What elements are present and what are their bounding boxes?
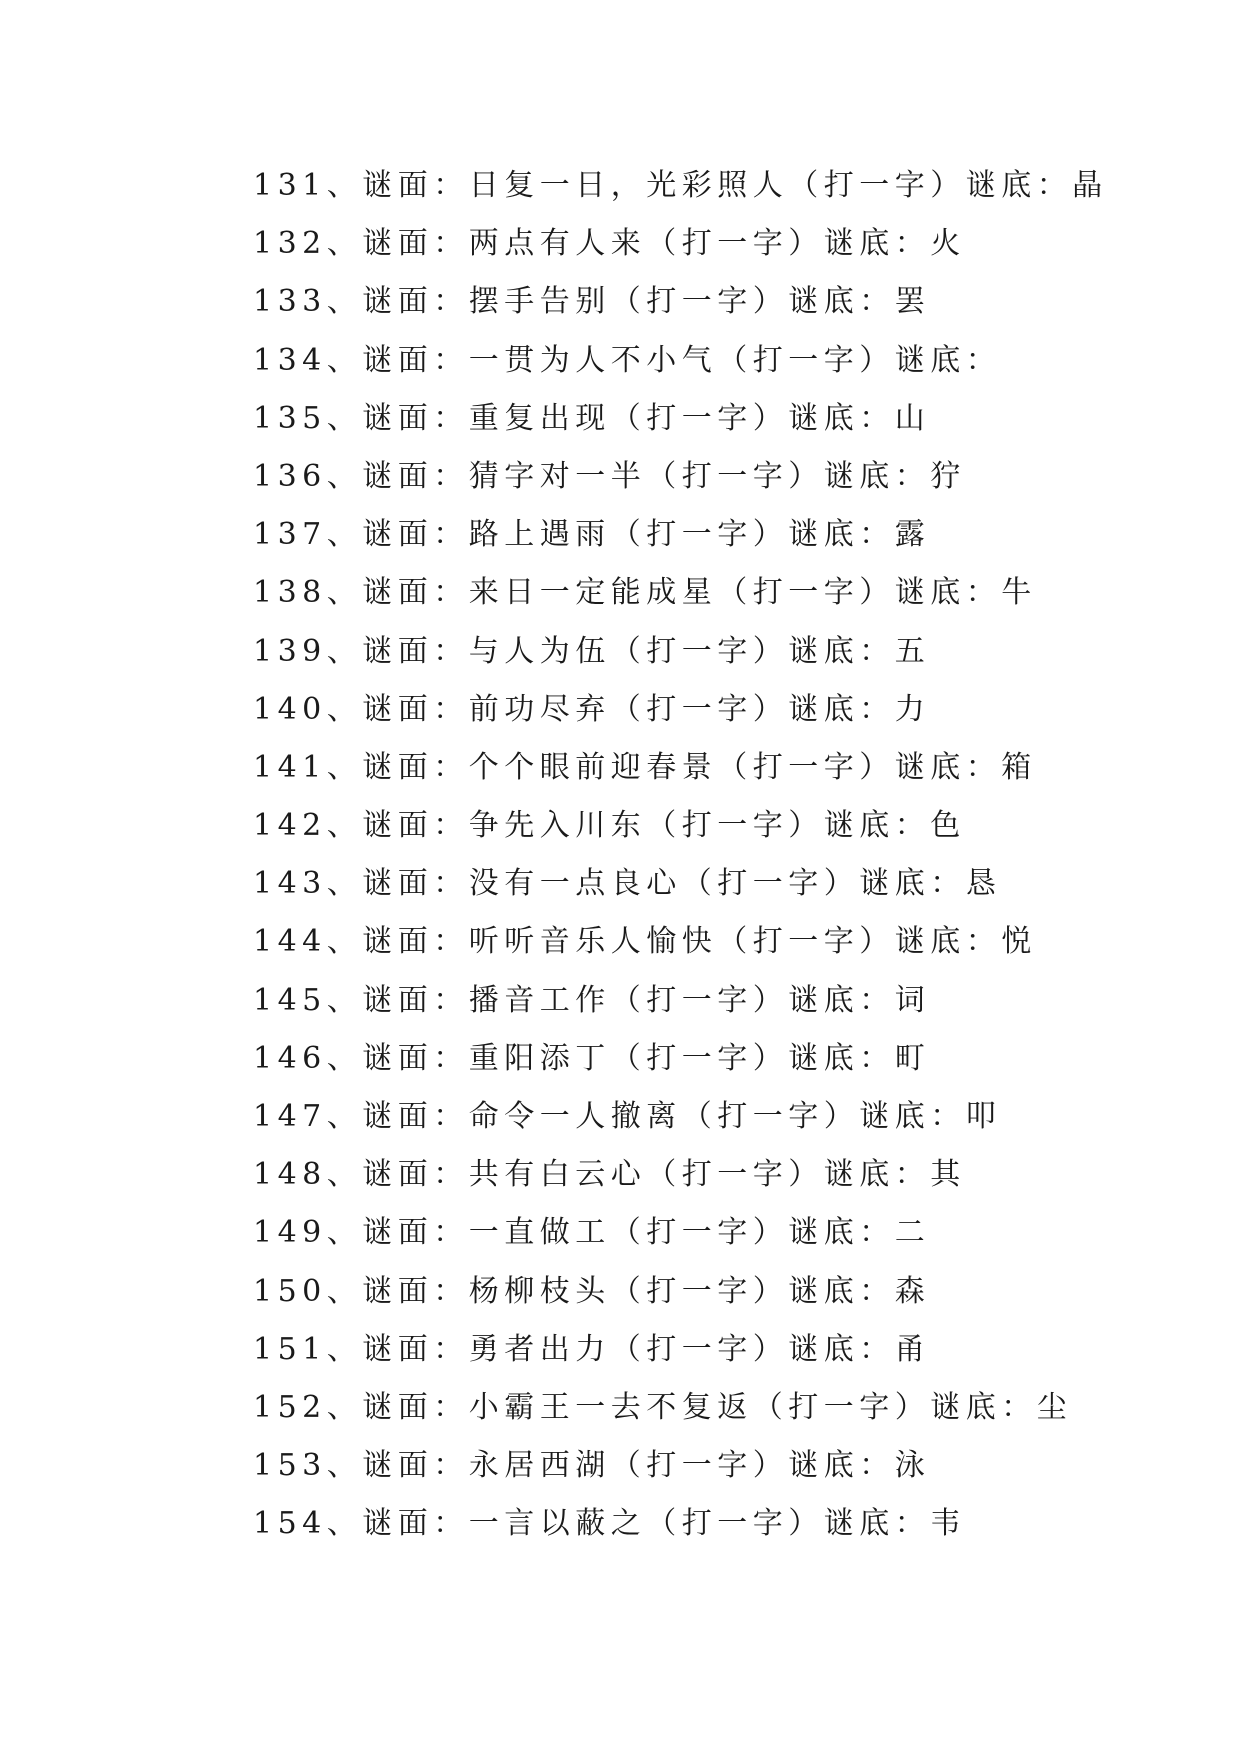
riddle-face-label: 谜面： xyxy=(362,226,469,262)
riddle-question: 摆手告别 xyxy=(468,284,611,320)
riddle-separator: 、 xyxy=(326,575,363,611)
riddle-question: 重阳添丁 xyxy=(468,1040,611,1076)
riddle-question: 日复一日，光彩照人 xyxy=(468,168,789,203)
riddle-answer-label: 谜底： xyxy=(788,982,895,1018)
riddle-face-label: 谜面： xyxy=(362,168,469,203)
riddle-line xyxy=(253,1379,1108,1437)
riddle-answer: 二 xyxy=(894,1215,931,1251)
riddle-hint: （打一字） xyxy=(610,400,789,436)
riddle-answer: 町 xyxy=(894,1040,931,1076)
riddle-separator: 、 xyxy=(326,808,363,844)
riddle-face-label: 谜面： xyxy=(362,1448,469,1484)
riddle-answer: 甬 xyxy=(894,1331,931,1367)
riddle-question: 永居西湖 xyxy=(468,1448,611,1484)
riddle-number: 140 xyxy=(253,691,327,727)
riddle-answer: 五 xyxy=(894,633,931,669)
riddle-face-label: 谜面： xyxy=(362,400,469,436)
riddle-answer-label: 谜底： xyxy=(859,866,966,902)
riddle-hint: （打一字） xyxy=(717,924,895,960)
riddle-hint: （打一字） xyxy=(610,517,789,553)
riddle-line xyxy=(253,681,1108,739)
riddle-face-label: 谜面： xyxy=(362,1506,469,1542)
riddle-answer: 韦 xyxy=(930,1506,966,1542)
riddle-answer-label: 谜底： xyxy=(788,1273,895,1309)
riddle-number: 145 xyxy=(253,982,327,1018)
riddle-answer-label: 谜底： xyxy=(788,517,895,553)
riddle-hint: （打一字） xyxy=(681,1099,860,1134)
riddle-line xyxy=(253,506,1108,564)
riddle-hint: （打一字） xyxy=(610,284,789,320)
riddle-hint: （打一字） xyxy=(610,633,789,669)
riddle-number: 154 xyxy=(253,1506,327,1542)
riddle-answer: 泳 xyxy=(894,1448,931,1484)
riddle-answer: 悦 xyxy=(1001,924,1037,960)
riddle-separator: 、 xyxy=(326,1099,363,1134)
riddle-answer-label: 谜底： xyxy=(823,458,931,494)
riddle-answer-label: 谜底： xyxy=(859,1099,966,1134)
riddle-question: 播音工作 xyxy=(468,982,611,1018)
riddle-separator: 、 xyxy=(326,342,363,378)
riddle-separator: 、 xyxy=(326,284,363,320)
riddle-separator: 、 xyxy=(326,1506,363,1542)
riddle-line xyxy=(253,797,1108,855)
riddle-line xyxy=(253,1495,1108,1553)
riddle-line xyxy=(253,215,1108,273)
riddle-line xyxy=(253,1146,1108,1204)
riddle-face-label: 谜面： xyxy=(362,342,469,378)
riddle-answer-label: 谜底： xyxy=(894,575,1002,611)
riddle-line xyxy=(253,157,1108,215)
riddle-number: 131 xyxy=(253,168,327,203)
riddle-answer-label: 谜底： xyxy=(788,1215,895,1251)
riddle-separator: 、 xyxy=(326,749,363,785)
riddle-answer-label: 谜底： xyxy=(823,808,931,844)
riddle-answer: 尘 xyxy=(1036,1389,1073,1425)
riddle-line xyxy=(253,1030,1108,1088)
riddle-line xyxy=(253,564,1108,622)
riddle-answer-label: 谜底： xyxy=(788,691,895,727)
riddle-answer-label: 谜底： xyxy=(788,1448,895,1484)
riddle-hint: （打一字） xyxy=(610,1448,789,1484)
riddle-question: 来日一定能成星 xyxy=(468,575,718,611)
riddle-answer-label: 谜底： xyxy=(788,400,895,436)
riddle-question: 个个眼前迎春景 xyxy=(468,749,718,785)
riddle-separator: 、 xyxy=(326,691,363,727)
riddle-line xyxy=(253,390,1108,448)
riddle-number: 138 xyxy=(253,575,327,611)
riddle-hint: （打一字） xyxy=(717,749,895,785)
riddle-line xyxy=(253,448,1108,506)
riddle-question: 前功尽弃 xyxy=(468,691,611,727)
riddle-number: 153 xyxy=(253,1448,327,1484)
riddle-face-label: 谜面： xyxy=(362,575,469,611)
riddle-question: 杨柳枝头 xyxy=(468,1273,611,1309)
riddle-list xyxy=(253,157,1108,1554)
riddle-hint: （打一字） xyxy=(610,1215,789,1251)
riddle-number: 139 xyxy=(253,633,327,669)
riddle-separator: 、 xyxy=(326,1331,363,1367)
riddle-face-label: 谜面： xyxy=(362,1099,469,1134)
riddle-face-label: 谜面： xyxy=(362,866,469,902)
riddle-separator: 、 xyxy=(326,226,363,262)
riddle-question: 与人为伍 xyxy=(468,633,611,669)
riddle-face-label: 谜面： xyxy=(362,982,469,1018)
riddle-line xyxy=(253,1321,1108,1379)
riddle-number: 142 xyxy=(253,808,327,844)
riddle-number: 136 xyxy=(253,458,327,494)
riddle-answer: 火 xyxy=(930,226,966,262)
riddle-answer: 力 xyxy=(894,691,931,727)
riddle-face-label: 谜面： xyxy=(362,517,469,553)
riddle-question: 勇者出力 xyxy=(468,1331,611,1367)
riddle-question: 命令一人撤离 xyxy=(468,1099,682,1134)
riddle-question: 小霸王一去不复返 xyxy=(468,1389,753,1425)
riddle-number: 147 xyxy=(253,1099,327,1134)
riddle-question: 两点有人来 xyxy=(468,226,647,262)
riddle-answer: 露 xyxy=(894,517,931,553)
riddle-separator: 、 xyxy=(326,517,363,553)
riddle-answer-label: 谜底： xyxy=(788,1331,895,1367)
riddle-question: 共有白云心 xyxy=(468,1157,647,1193)
riddle-answer: 晶 xyxy=(1072,168,1108,203)
riddle-answer: 恳 xyxy=(965,866,1002,902)
riddle-separator: 、 xyxy=(326,1215,363,1251)
riddle-hint: （打一字） xyxy=(610,1331,789,1367)
riddle-answer-label: 谜底： xyxy=(788,633,895,669)
riddle-number: 134 xyxy=(253,342,327,378)
riddle-question: 一贯为人不小气 xyxy=(468,342,718,378)
riddle-separator: 、 xyxy=(326,633,363,669)
riddle-face-label: 谜面： xyxy=(362,1157,469,1193)
riddle-line xyxy=(253,332,1108,390)
riddle-hint: （打一字） xyxy=(646,808,824,844)
riddle-number: 144 xyxy=(253,924,327,960)
riddle-answer: 色 xyxy=(930,808,966,844)
riddle-number: 150 xyxy=(253,1273,327,1309)
riddle-separator: 、 xyxy=(326,168,363,203)
riddle-answer-label: 谜底： xyxy=(894,924,1002,960)
riddle-number: 135 xyxy=(253,400,327,436)
riddle-face-label: 谜面： xyxy=(362,1331,469,1367)
riddle-hint: （打一字） xyxy=(646,226,824,262)
riddle-answer: 山 xyxy=(894,400,931,436)
riddle-number: 143 xyxy=(253,866,327,902)
riddle-number: 141 xyxy=(253,749,327,785)
riddle-answer: 狞 xyxy=(930,458,966,494)
riddle-line xyxy=(253,1088,1108,1146)
riddle-question: 猜字对一半 xyxy=(468,458,647,494)
riddle-separator: 、 xyxy=(326,400,363,436)
riddle-answer: 叩 xyxy=(965,1099,1002,1134)
riddle-line xyxy=(253,1204,1108,1262)
riddle-separator: 、 xyxy=(326,1389,363,1425)
riddle-answer: 其 xyxy=(930,1157,966,1193)
riddle-face-label: 谜面： xyxy=(362,691,469,727)
riddle-question: 路上遇雨 xyxy=(468,517,611,553)
riddle-question: 重复出现 xyxy=(468,400,611,436)
riddle-separator: 、 xyxy=(326,1040,363,1076)
riddle-separator: 、 xyxy=(326,866,363,902)
riddle-line xyxy=(253,855,1108,913)
riddle-hint: （打一字） xyxy=(610,1273,789,1309)
riddle-hint: （打一字） xyxy=(646,1506,824,1542)
riddle-hint: （打一字） xyxy=(681,866,860,902)
riddle-face-label: 谜面： xyxy=(362,1389,469,1425)
riddle-separator: 、 xyxy=(326,924,363,960)
riddle-answer-label: 谜底： xyxy=(823,226,931,262)
riddle-line xyxy=(253,273,1108,331)
riddle-line xyxy=(253,623,1108,681)
riddle-answer: 箱 xyxy=(1001,749,1037,785)
riddle-separator: 、 xyxy=(326,458,363,494)
riddle-separator: 、 xyxy=(326,1157,363,1193)
riddle-answer: 罢 xyxy=(894,284,931,320)
riddle-line xyxy=(253,972,1108,1030)
riddle-separator: 、 xyxy=(326,982,363,1018)
riddle-face-label: 谜面： xyxy=(362,924,469,960)
riddle-question: 争先入川东 xyxy=(468,808,647,844)
riddle-number: 149 xyxy=(253,1215,327,1251)
riddle-hint: （打一字） xyxy=(788,168,966,203)
riddle-number: 132 xyxy=(253,226,327,262)
riddle-answer-label: 谜底： xyxy=(894,342,1002,378)
riddle-hint: （打一字） xyxy=(646,458,824,494)
riddle-question: 一直做工 xyxy=(468,1215,611,1251)
riddle-number: 152 xyxy=(253,1389,327,1425)
riddle-question: 一言以蔽之 xyxy=(468,1506,647,1542)
riddle-number: 137 xyxy=(253,517,327,553)
riddle-number: 148 xyxy=(253,1157,327,1193)
riddle-hint: （打一字） xyxy=(752,1389,931,1425)
riddle-answer: 森 xyxy=(894,1273,931,1309)
riddle-line xyxy=(253,739,1108,797)
riddle-face-label: 谜面： xyxy=(362,1273,469,1309)
riddle-answer: 牛 xyxy=(1001,575,1037,611)
riddle-line xyxy=(253,913,1108,971)
riddle-face-label: 谜面： xyxy=(362,458,469,494)
riddle-answer: 词 xyxy=(894,982,931,1018)
riddle-face-label: 谜面： xyxy=(362,1215,469,1251)
riddle-face-label: 谜面： xyxy=(362,284,469,320)
riddle-line xyxy=(253,1437,1108,1495)
riddle-answer-label: 谜底： xyxy=(930,1389,1037,1425)
riddle-answer-label: 谜底： xyxy=(823,1506,931,1542)
riddle-face-label: 谜面： xyxy=(362,633,469,669)
riddle-face-label: 谜面： xyxy=(362,808,469,844)
riddle-separator: 、 xyxy=(326,1448,363,1484)
riddle-face-label: 谜面： xyxy=(362,749,469,785)
riddle-face-label: 谜面： xyxy=(362,1040,469,1076)
riddle-answer-label: 谜底： xyxy=(788,1040,895,1076)
riddle-answer-label: 谜底： xyxy=(788,284,895,320)
riddle-hint: （打一字） xyxy=(610,1040,789,1076)
riddle-answer-label: 谜底： xyxy=(965,168,1073,203)
riddle-answer-label: 谜底： xyxy=(894,749,1002,785)
riddle-number: 151 xyxy=(253,1331,327,1367)
riddle-line xyxy=(253,1263,1108,1321)
riddle-hint: （打一字） xyxy=(717,575,895,611)
riddle-hint: （打一字） xyxy=(646,1157,824,1193)
riddle-number: 133 xyxy=(253,284,327,320)
riddle-answer-label: 谜底： xyxy=(823,1157,931,1193)
riddle-hint: （打一字） xyxy=(610,982,789,1018)
riddle-question: 没有一点良心 xyxy=(468,866,682,902)
riddle-hint: （打一字） xyxy=(610,691,789,727)
riddle-number: 146 xyxy=(253,1040,327,1076)
riddle-question: 听听音乐人愉快 xyxy=(468,924,718,960)
riddle-separator: 、 xyxy=(326,1273,363,1309)
riddle-hint: （打一字） xyxy=(717,342,895,378)
